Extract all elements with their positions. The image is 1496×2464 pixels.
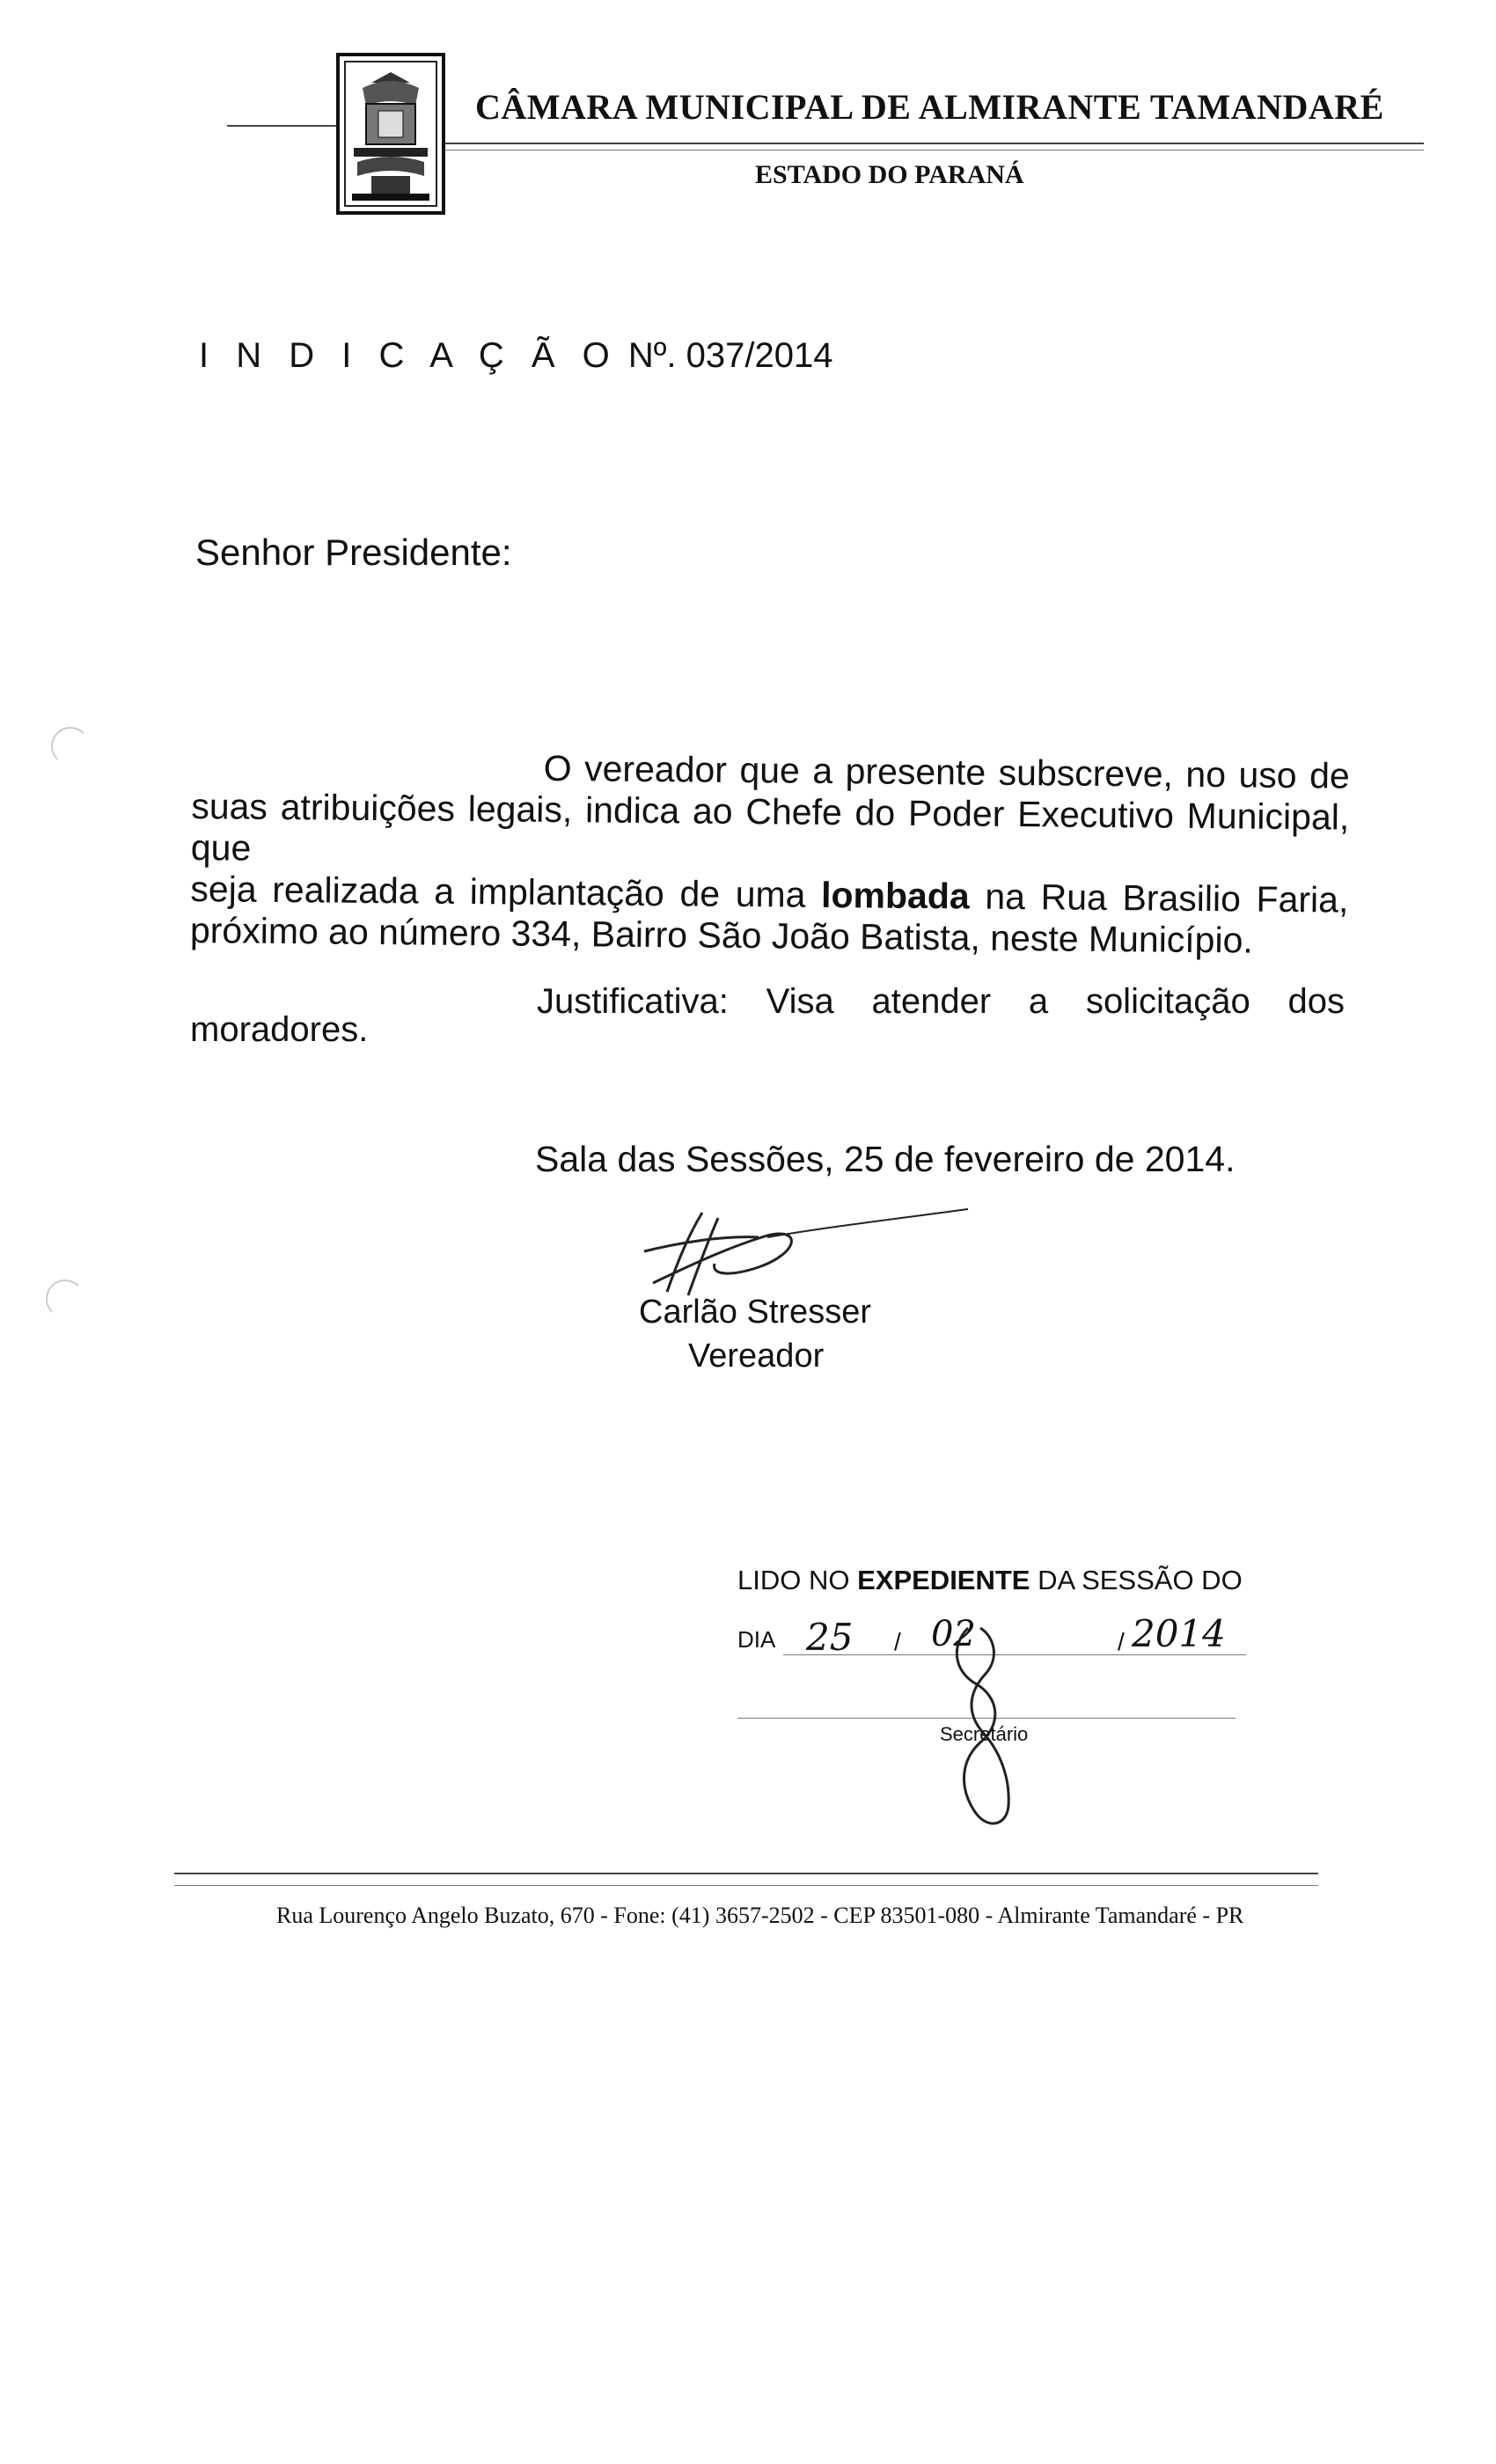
secretary-label: Secretário (940, 1723, 1029, 1745)
justification-word: Visa (766, 982, 834, 1021)
justification-word: solicitação (1085, 982, 1250, 1021)
stamp-day-value: 25 (806, 1616, 854, 1659)
handwritten-signature (627, 1200, 979, 1297)
stamp-day-label: DIA (737, 1626, 776, 1653)
stamp-year-value: 2014 (1132, 1612, 1226, 1655)
body-line: próximo ao número 334, Bairro São João Batista, neste Município. (189, 909, 1254, 961)
organization-name: CÂMARA MUNICIPAL DE ALMIRANTE TAMANDARÉ (475, 87, 1384, 127)
signer-role: Vereador (688, 1338, 825, 1375)
justification-word: atender (871, 982, 992, 1021)
body-line: suas atribuições legais, indica ao Chefe do Poder Executivo Municipal, que (190, 785, 1350, 869)
date-separator: / (894, 1628, 901, 1655)
stamp-month-value: 02 (931, 1614, 976, 1654)
punch-hole-mark (46, 1280, 84, 1318)
justification-word: a (1028, 982, 1049, 1021)
justification-word: Justificativa: (537, 982, 729, 1021)
document-title (199, 336, 832, 376)
justification-continuation: moradores. (190, 1010, 369, 1049)
reading-stamp-heading: LIDO NO EXPEDIENTE DA SESSÃO DO (737, 1565, 1243, 1595)
header-rule-right (445, 143, 1424, 144)
municipal-crest-icon (336, 53, 445, 215)
body-bold-term: lombada (820, 874, 970, 917)
document-title-type: I N D I C A Ç Ã O (199, 336, 619, 375)
body-paragraph (190, 744, 1350, 963)
header-rule-left (227, 125, 336, 127)
signer-name: Carlão Stresser (639, 1294, 871, 1331)
body-text: na Rua Brasilio Faria, (985, 876, 1349, 920)
organization-state: ESTADO DO PARANÁ (755, 160, 1024, 189)
body-text: seja realizada a implantação de uma (190, 868, 806, 915)
justification-line (537, 982, 1345, 1022)
footer-rule-thin (174, 1885, 1318, 1886)
document-title-number: Nº. 037/2014 (627, 336, 833, 375)
punch-hole-mark (51, 727, 90, 766)
footer-rule (174, 1873, 1318, 1874)
body-line: O vereador que a presente subscreve, no uso de (543, 747, 1350, 796)
footer-address: Rua Lourenço Angelo Buzato, 670 - Fone: (41) 3657-2502 - CEP 83501-080 - Almirante Tamandaré - PR (276, 1903, 1244, 1928)
place-and-date: Sala das Sessões, 25 de fevereiro de 2014. (535, 1139, 1236, 1179)
date-separator: / (1118, 1628, 1125, 1655)
justification-word: dos (1287, 982, 1345, 1021)
greeting: Senhor Presidente: (195, 532, 512, 573)
